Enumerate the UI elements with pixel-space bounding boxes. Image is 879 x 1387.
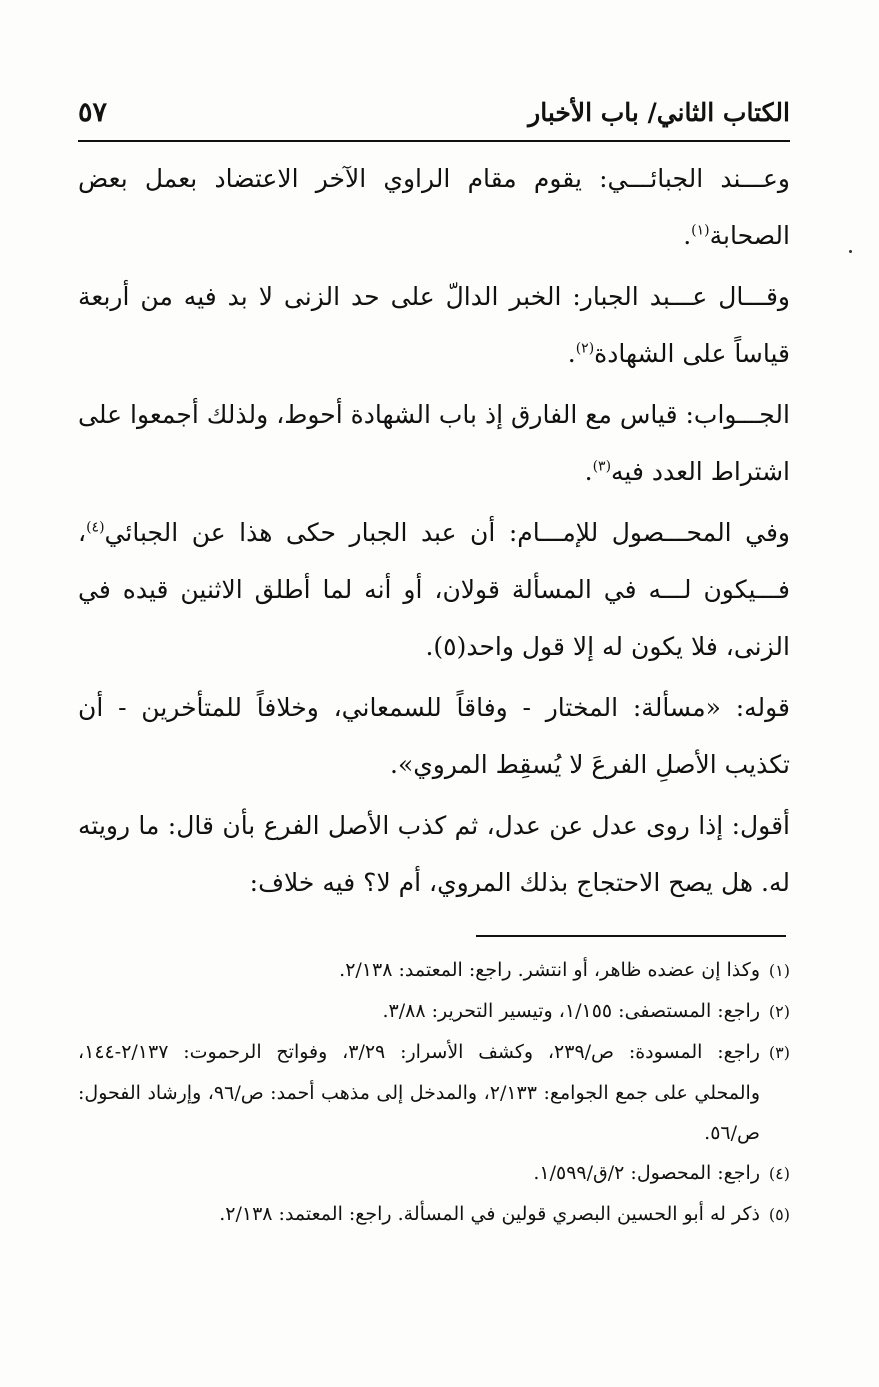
footnote-ref-2[interactable]: (٢) [575,340,595,357]
paragraph-3: الجـــواب: قياس مع الفارق إذ باب الشهادة أحوط، ولذلك أجمعوا على اشتراط العدد فيه$^{(٣)}$. [78,400,790,486]
paragraph-1: وعـــند الجبائـــي: يقوم مقام الراوي الآخر الاعتضاد بعمل بعض الصحابة$^{(١)}$. [78,164,790,250]
running-title: الكتاب الثاني/ باب الأخبار [528,97,790,127]
footnote-separator [476,935,786,937]
footnote-number: (٢) [768,1002,790,1021]
paragraph-4: وفي المحـــصول للإمـــام: أن عبد الجبار حكى هذا عن الجبائي$^{(٤)}$، فـــيكون لـــه في المسألة قولان، أو أنه لما أطلق الاثنين قيده في الزنى، فلا يكون له إلا قول واحد(٥). [78,518,790,661]
footnote-ref-1[interactable]: (١) [691,222,710,239]
ink-speck [849,250,852,253]
page-header [78,92,790,132]
footnote-1: (١)وكذا إن عضده ظاهر، أو انتشر. راجع: المعتمد: ٢/١٣٨. [78,950,790,991]
paragraph-2: وقـــال عـــبد الجبار: الخبر الدالّ على حد الزنى لا بد فيه من أربعة قياساً على الشهادة$^{(٢)}$. [78,282,790,368]
footnote-2: (٢)راجع: المستصفى: ١/١٥٥، وتيسير التحرير: ٣/٨٨. [78,991,790,1032]
footnote-ref-3[interactable]: (٣) [592,458,612,475]
paragraph-5: قوله: «مسألة: المختار - وفاقاً للسمعاني، وخلافاً للمتأخرين - أن تكذيب الأصلِ الفرعَ لا يُسقِط المروي». [78,693,790,779]
footnote-4: (٤)راجع: المحصول: ٢/ق/١/٥٩٩. [78,1153,790,1194]
paragraph-6: أقول: إذا روى عدل عن عدل، ثم كذب الأصل الفرع بأن قال: ما رويته له. هل يصح الاحتجاج بذلك المروي، أم لا؟ فيه خلاف: [78,811,790,897]
footnote-number: (٣) [768,1043,790,1062]
footnote-5: (٥)ذكر له أبو الحسين البصري قولين في المسألة. راجع: المعتمد: ٢/١٣٨. [78,1194,790,1235]
header-rule [78,140,790,142]
footnote-number: (٥) [768,1205,790,1224]
footnote-ref-4[interactable]: (٤) [86,519,105,536]
footnote-3: (٣)راجع: المسودة: ص/٢٣٩، وكشف الأسرار: ٣/٢٩، وفواتح الرحموت: ٢/١٣٧-١٤٤، والمحلي على جمع الجوامع: ٢/١٣٣، والمدخل إلى مذهب أحمد: ص/٩٦، وإرشاد الفحول: ص/٥٦. [78,1032,790,1153]
footnote-number: (١) [768,961,790,980]
page-number: ٥٧ [78,96,108,128]
main-text [78,150,790,915]
footnotes [78,950,790,1235]
footnote-number: (٤) [768,1164,790,1183]
